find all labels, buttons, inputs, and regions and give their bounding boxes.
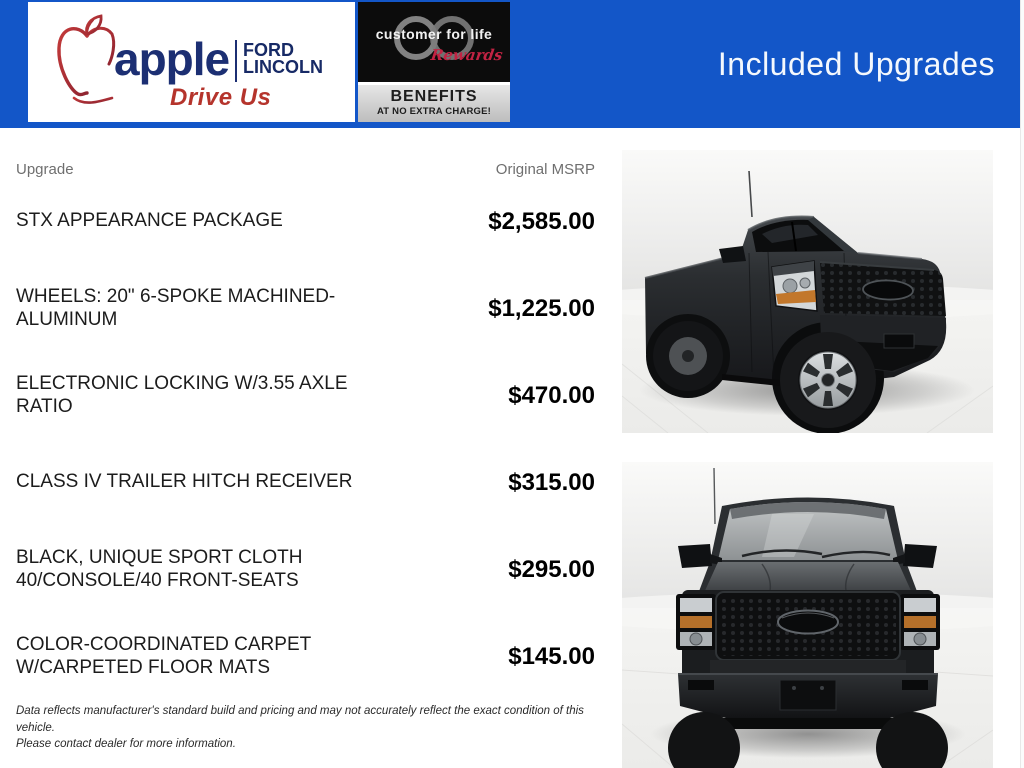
table-row (16, 352, 595, 439)
upgrade-price: $2,585.00 (488, 207, 595, 235)
table-row (16, 439, 595, 526)
header-banner (0, 0, 1021, 128)
rewards-label: Rewards (429, 46, 504, 64)
disclaimer-line-1: Data reflects manufacturer's standard build and pricing and may not accurately reflect the exact condition of this vehicle. (16, 705, 584, 734)
msrp-column-header: Original MSRP (495, 161, 595, 178)
disclaimer-line-2: Please contact dealer for more information. (16, 738, 236, 751)
table-header (16, 161, 595, 178)
disclaimer-text (16, 703, 601, 753)
upgrades-list (16, 178, 595, 700)
right-edge-strip (1020, 0, 1024, 768)
rewards-badge (358, 2, 510, 122)
brand-name: apple (114, 33, 230, 85)
upgrade-name: COLOR-COORDINATED CARPET W/CARPETED FLOOR MATS (16, 633, 311, 678)
table-row (16, 526, 595, 613)
upgrade-name: WHEELS: 20" 6-SPOKE MACHINED-ALUMINUM (16, 285, 336, 330)
benefits-label: BENEFITS (390, 88, 478, 105)
truck-illustration-front (622, 462, 993, 768)
upgrade-price: $145.00 (508, 642, 595, 670)
division-names (243, 42, 323, 76)
benefits-badge (358, 85, 510, 122)
upgrade-column-header: Upgrade (16, 161, 74, 178)
upgrade-name: CLASS IV TRAILER HITCH RECEIVER (16, 471, 353, 493)
benefits-sublabel: AT NO EXTRA CHARGE! (376, 106, 492, 117)
table-row (16, 613, 595, 700)
customer-for-life-label: customer for life (375, 26, 493, 42)
dealer-tagline: Drive Us (170, 84, 272, 111)
upgrade-name: ELECTRONIC LOCKING W/3.55 AXLE RATIO (16, 372, 348, 417)
upgrade-price: $470.00 (508, 381, 595, 409)
customer-for-life-badge (358, 2, 510, 82)
upgrade-name: STX APPEARANCE PACKAGE (16, 210, 283, 232)
division-ford: FORD (243, 40, 294, 60)
division-lincoln: LINCOLN (243, 57, 323, 77)
upgrade-price: $295.00 (508, 555, 595, 583)
dealer-logo (28, 2, 355, 122)
upgrade-price: $315.00 (508, 468, 595, 496)
logo-divider (235, 40, 237, 82)
apple-logo-icon (54, 14, 120, 110)
upgrade-price: $1,225.00 (488, 294, 595, 322)
table-row (16, 265, 595, 352)
page-title: Included Upgrades (717, 46, 995, 82)
vehicle-photo-front (622, 462, 993, 768)
upgrade-name: BLACK, UNIQUE SPORT CLOTH 40/CONSOLE/40 FRONT-SEATS (16, 546, 303, 591)
vehicle-photo-front-quarter (622, 150, 993, 433)
table-row (16, 178, 595, 265)
truck-illustration-front-quarter (622, 150, 993, 433)
